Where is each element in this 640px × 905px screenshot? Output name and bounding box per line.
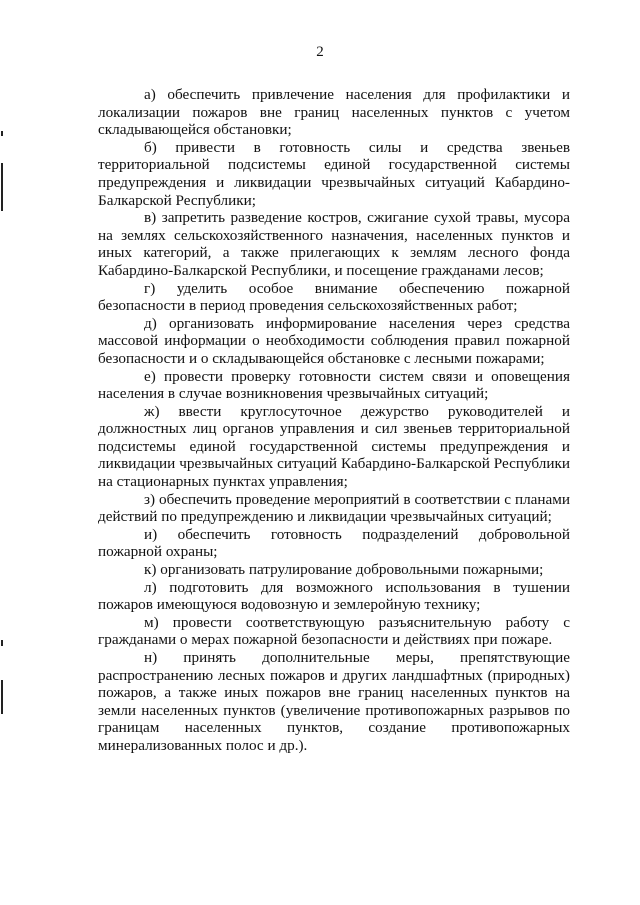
list-item-zh: ж) ввести круглосуточное дежурство руководителей и должностных лиц органов управления и сил звеньев территориальной подсистемы единой государственной системы предупреждения и ликвидации чрезвычайных ситуаций Кабардино-Балкарской Республики на стационарных пунктах управления; xyxy=(98,402,570,491)
list-item-v: в) запретить разведение костров, сжигание сухой травы, мусора на землях сельскохозяйственного назначения, населенных пунктов и иных категорий, а также прилегающих к землям лесного фонда Кабардино-Балкарской Республики, и посещение гражданами лесов; xyxy=(98,209,570,279)
list-item-e: е) провести проверку готовности систем связи и оповещения населения в случае возникновения чрезвычайных ситуаций; xyxy=(98,367,570,403)
scan-margin-mark xyxy=(1,680,3,714)
list-item-l: л) подготовить для возможного использования в тушении пожаров имеющуюся водовозную и землеройную технику; xyxy=(98,578,570,614)
scan-margin-mark xyxy=(1,640,3,646)
list-item-i: и) обеспечить готовность подразделений добровольной пожарной охраны; xyxy=(98,525,570,561)
scan-margin-mark xyxy=(1,131,3,136)
scan-margin-mark xyxy=(1,163,3,211)
list-item-b: б) привести в готовность силы и средства звеньев территориальной подсистемы единой государственной системы предупреждения и ликвидации чрезвычайных ситуаций Кабардино-Балкарской Республики; xyxy=(98,138,570,209)
page-number: 2 xyxy=(316,44,324,60)
document-body xyxy=(98,86,570,755)
list-item-a: а) обеспечить привлечение населения для профилактики и локализации пожаров вне границ населенных пунктов с учетом складывающейся обстановки; xyxy=(98,86,570,139)
list-item-n: н) принять дополнительные меры, препятствующие распространению лесных пожаров и других ландшафтных (природных) пожаров, а также иных пожаров вне границ населенных пунктов на земли населенных пунктов (увеличение противопожарных разрывов по границам населенных пунктов, создание противопожарных минерализованных полос и др.). xyxy=(98,649,570,754)
list-item-z: з) обеспечить проведение мероприятий в соответствии с планами действий по предупреждению и ликвидации чрезвычайных ситуаций; xyxy=(98,490,570,526)
list-item-g: г) уделить особое внимание обеспечению пожарной безопасности в период проведения сельскохозяйственных работ; xyxy=(98,279,570,315)
list-item-d: д) организовать информирование населения через средства массовой информации о необходимости соблюдения правил пожарной безопасности и о складывающейся обстановке с лесными пожарами; xyxy=(98,314,570,367)
list-item-m: м) провести соответствующую разъяснительную работу с гражданами о мерах пожарной безопасности и действиях при пожаре. xyxy=(98,613,570,649)
list-item-k: к) организовать патрулирование добровольными пожарными; xyxy=(144,561,544,579)
